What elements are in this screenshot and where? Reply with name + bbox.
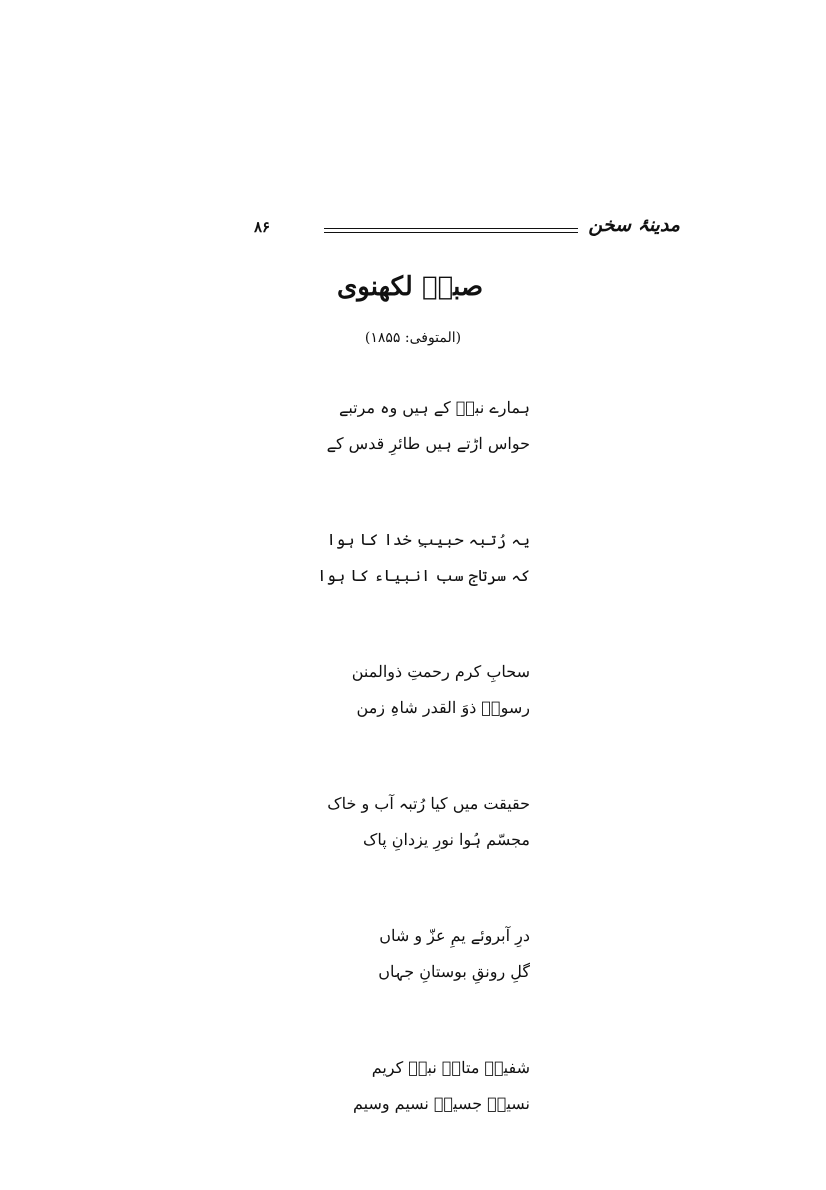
verse-line: حقیقت میں کیا رُتبہ آب و خاک bbox=[327, 794, 530, 813]
verse-line: رسولؐ ذوَ القدر شاہِ زمن bbox=[356, 698, 530, 717]
verse-line: ہمارے نبیؐ کے ہیں وہ مرتبے bbox=[338, 398, 530, 417]
verse-line: حواس اڑتے ہیں طائرِ قدس کے bbox=[326, 434, 530, 453]
verse-line: درِ آبروئے یمِ عزّ و شاں bbox=[379, 926, 530, 945]
verse-line: گلِ رونقِ بوستانِ جہاں bbox=[378, 962, 530, 981]
page-number: ۸۶ bbox=[254, 218, 271, 236]
verse-line: مجسّم ہُوا نورِ یزدانِ پاک bbox=[363, 830, 530, 849]
verse-line: کہ سرتاج سب انبیاء کا ہوا bbox=[317, 566, 530, 585]
running-header bbox=[248, 214, 680, 248]
verse-line: سحابِ کرم رحمتِ ذوالمنن bbox=[351, 662, 530, 681]
verse-line: نسیمؐ جسیمؐ نسیم وسیم bbox=[352, 1094, 530, 1113]
poet-name-heading: صباؔ لکھنوی bbox=[336, 272, 484, 302]
stanza bbox=[0, 1058, 826, 1190]
stanza bbox=[0, 662, 826, 794]
poem-body bbox=[0, 398, 826, 1190]
stanza bbox=[0, 926, 826, 1058]
stanza bbox=[0, 398, 826, 530]
verse-line: شفیعؐ متاعؐ نبیؐ کریم bbox=[371, 1058, 530, 1077]
stanza bbox=[0, 794, 826, 926]
stanza bbox=[0, 530, 826, 662]
verse-line: یہ رُتبہ حبیبِ خدا کا ہوا bbox=[326, 530, 530, 549]
header-double-rule bbox=[324, 228, 578, 233]
poet-death-year: (المتوفی: ۱۸۵۵) bbox=[364, 330, 462, 346]
book-title: مدینۂ سخن bbox=[588, 214, 680, 236]
